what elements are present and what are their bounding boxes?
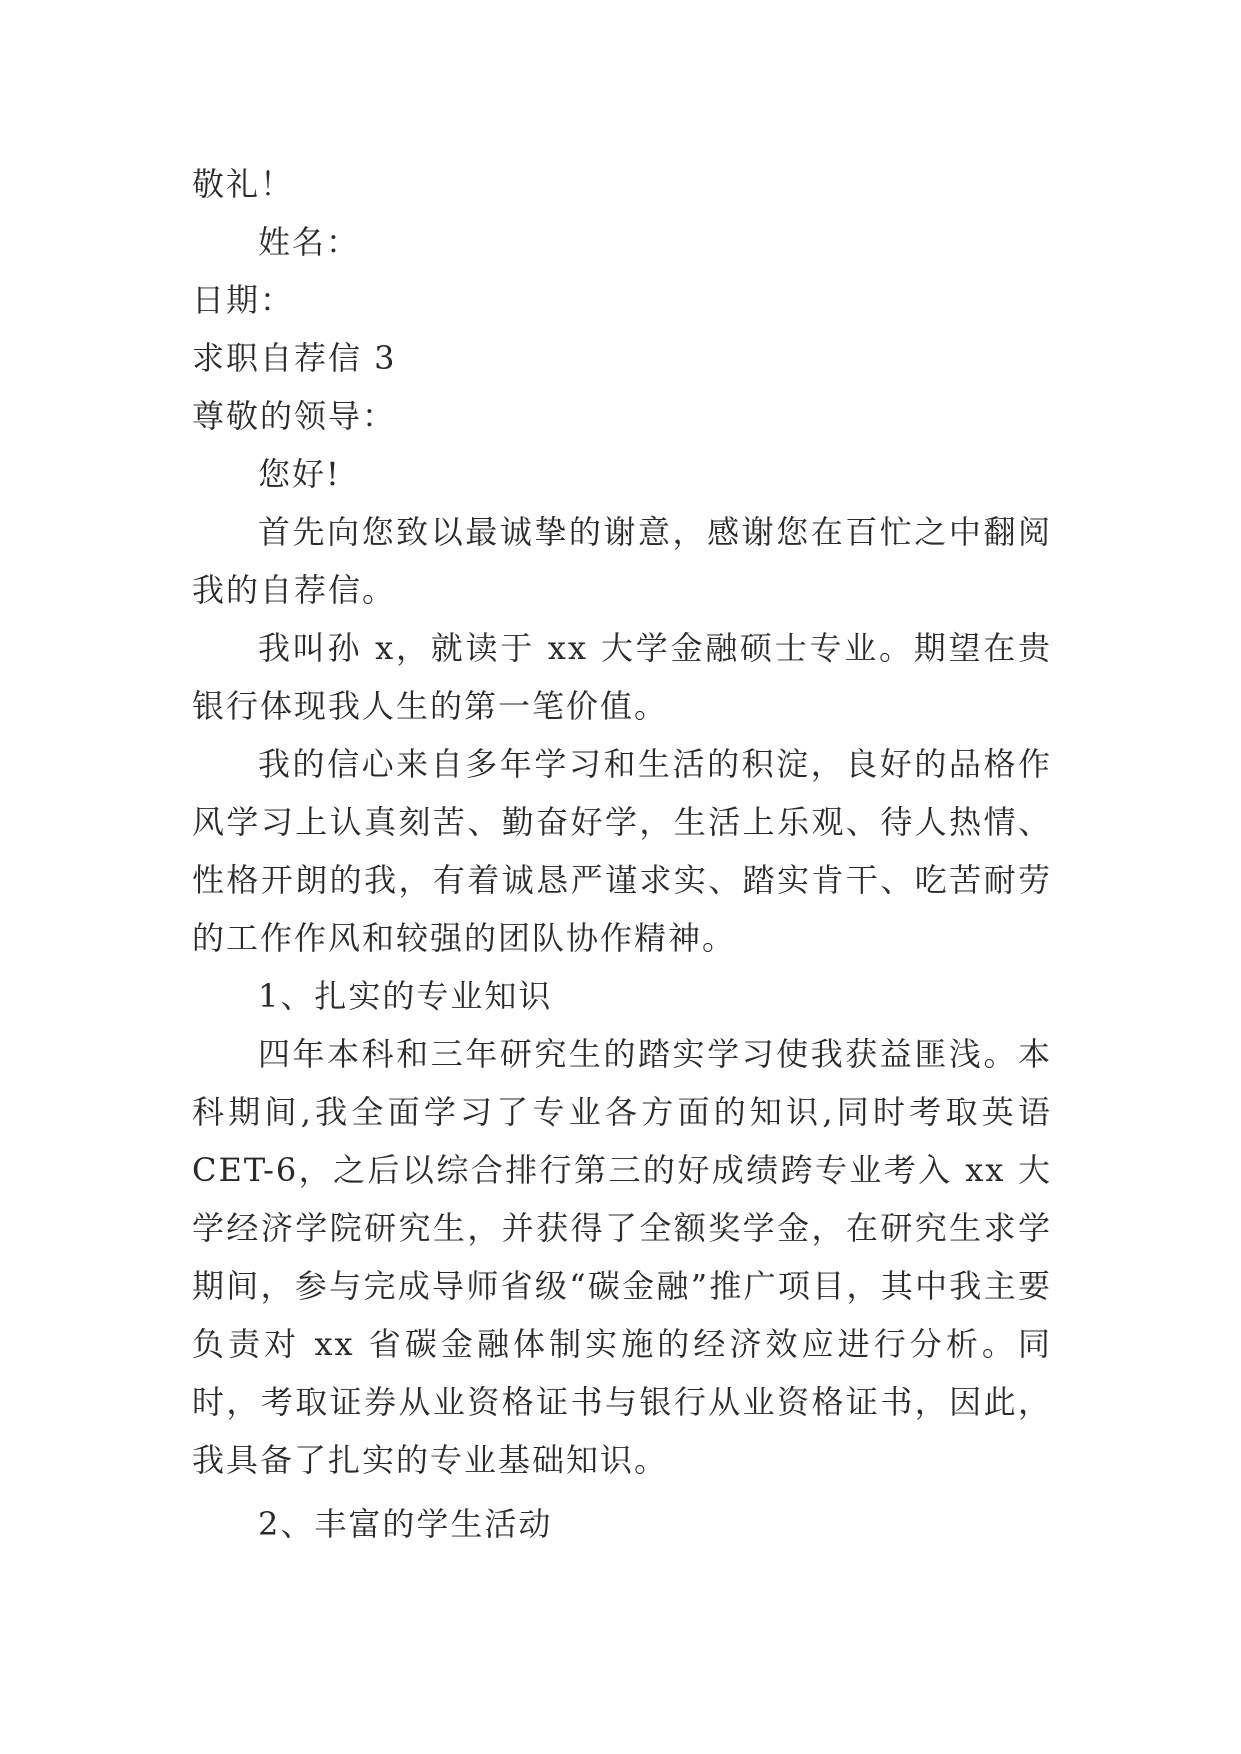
section2-heading: 2、丰富的学生活动 (258, 1505, 553, 1543)
letter-content (192, 155, 1052, 1553)
greeting: 您好! (258, 455, 341, 493)
salutation: 尊敬的领导： (192, 397, 397, 435)
paragraph-thanks: 首先向您致以最诚挚的谢意，感谢您在百忙之中翻阅我的自荐信。 (192, 513, 1052, 609)
date-label: 日期： (192, 281, 295, 319)
name-label: 姓名： (258, 223, 361, 261)
letter-title: 求职自荐信 3 (192, 339, 397, 377)
section1-body: 四年本科和三年研究生的踏实学习使我获益匪浅。本科期间,我全面学习了专业各方面的知识,同时考取英语CET-6，之后以综合排行第三的好成绩跨专业考入 xx 大学经济学院研究生，并获得了全额奖学金，在研究生求学期间，参与完成导师省级“碳金融”推广项目，其中我主要负责对 xx 省碳金融体制实施的经济效应进行分析。同时，考取证券从业资格证书与银行从业资格证书，因此，我具备了扎实的专业基础知识。 (192, 1035, 1052, 1479)
paragraph-intro: 我叫孙 x，就读于 xx 大学金融硕士专业。期望在贵银行体现我人生的第一笔价值。 (192, 629, 1052, 725)
closing-line: 敬礼！ (192, 165, 295, 203)
paragraph-confidence: 我的信心来自多年学习和生活的积淀，良好的品格作风学习上认真刻苦、勤奋好学，生活上乐观、待人热情、性格开朗的我，有着诚恳严谨求实、踏实肯干、吃苦耐劳的工作作风和较强的团队协作精神。 (192, 745, 1052, 957)
section1-heading: 1、扎实的专业知识 (258, 977, 553, 1015)
